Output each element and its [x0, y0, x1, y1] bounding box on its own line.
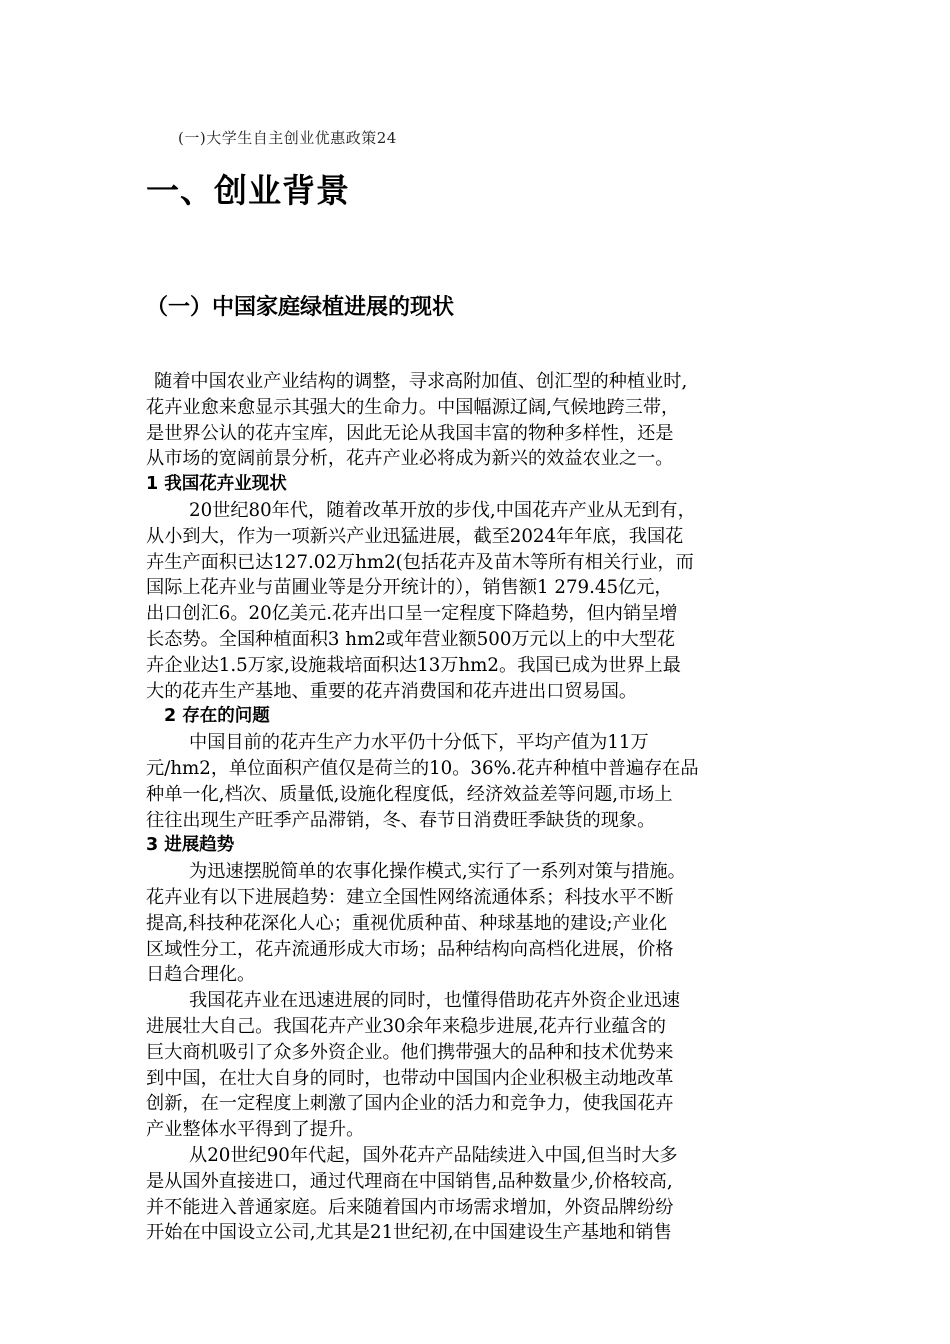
subsection-heading: 2 存在的问题 [164, 706, 270, 727]
text-line: 产业整体水平得到了提升。 [146, 1119, 365, 1141]
text-line: 往往出现生产旺季产品滞销，冬、春节日消费旺季缺货的现象。 [146, 809, 656, 831]
toc-entry[interactable]: (一)大学生自主创业优惠政策24 [178, 129, 397, 147]
text-line: 从20世纪90年代起，国外花卉产品陆续进入中国,但当时大多 [189, 1144, 678, 1166]
text-line: 随着中国农业产业结构的调整，寻求高附加值、创汇型的种植业时, [154, 371, 688, 392]
text-line: 创新，在一定程度上刺激了国内企业的活力和竞争力，使我国花卉 [146, 1093, 674, 1115]
text-line: 开始在中国设立公司,尤其是21世纪初,在中国建设生产基地和销售 [146, 1222, 672, 1244]
text-line: 到中国，在壮大自身的同时，也带动中国国内企业积极主动地改革 [146, 1067, 674, 1089]
text-line: 大的花卉生产基地、重要的花卉消费国和花卉进出口贸易国。 [146, 680, 638, 702]
text-line: 日趋合理化。 [146, 964, 256, 986]
text-line: 中国目前的花卉生产力水平仍十分低下，平均产值为11万 [189, 732, 649, 754]
section-heading: （一）中国家庭绿植进展的现状 [146, 295, 455, 320]
text-line: 并不能进入普通家庭。后来随着国内市场需求增加，外资品牌纷纷 [146, 1196, 674, 1218]
text-line: 从小到大，作为一项新兴产业迅猛进展，截至2024年年底，我国花 [146, 525, 684, 547]
body-text [146, 369, 811, 1246]
text-line: 花卉业有以下进展趋势：建立全国性网络流通体系；科技水平不断 [146, 886, 674, 908]
chapter-heading: 一、创业背景 [146, 171, 350, 210]
text-line: 是从国外直接进口，通过代理商在中国销售,品种数量少,价格较高, [146, 1170, 673, 1192]
text-line: 提高,科技种花深化人心；重视优质种苗、种球基地的建设;产业化 [146, 912, 668, 934]
text-line: 我国花卉业在迅速进展的同时，也懂得借助花卉外资企业迅速 [189, 990, 681, 1012]
text-line: 国际上花卉业与苗圃业等是分开统计的），销售额1 279.45亿元， [146, 577, 673, 599]
text-line: 卉企业达1.5万家,设施栽培面积达13万hm2。我国已成为世界上最 [146, 654, 681, 676]
text-line: 为迅速摆脱简单的农事化操作模式,实行了一系列对策与措施。 [189, 861, 686, 883]
text-line: 卉生产面积已达127.02万hm2(包括花卉及苗木等所有相关行业，而 [146, 551, 694, 573]
subsection-heading: 3 进展趋势 [146, 835, 235, 856]
text-line: 是世界公认的花卉宝库，因此无论从我国丰富的物种多样性，还是 [146, 422, 674, 444]
text-line: 长态势。全国种植面积3 hm2或年营业额500万元以上的中大型花 [146, 628, 676, 650]
text-line: 种单一化,档次、质量低,设施化程度低，经济效益差等问题,市场上 [146, 783, 673, 805]
subsection-heading: 1 我国花卉业现状 [146, 474, 287, 495]
text-line: 元/hm2，单位面积产值仅是荷兰的10。36%.花卉种植中普遍存在品 [146, 757, 699, 779]
text-line: 巨大商机吸引了众多外资企业。他们携带强大的品种和技术优势来 [146, 1041, 674, 1063]
text-line: 出口创汇6。20亿美元.花卉出口呈一定程度下降趋势，但内销呈增 [146, 603, 678, 625]
text-line: 20世纪80年代，随着改革开放的步伐,中国花卉产业从无到有， [189, 499, 696, 521]
text-line: 进展壮大自己。我国花卉产业30余年来稳步进展,花卉行业蕴含的 [146, 1015, 666, 1037]
text-line: 花卉业愈来愈显示其强大的生命力。中国幅源辽阔,气候地跨三带， [146, 396, 680, 418]
text-line: 从市场的宽阔前景分析，花卉产业必将成为新兴的效益农业之一。 [146, 448, 674, 470]
text-line: 区域性分工，花卉流通形成大市场；品种结构向高档化进展，价格 [146, 938, 674, 960]
